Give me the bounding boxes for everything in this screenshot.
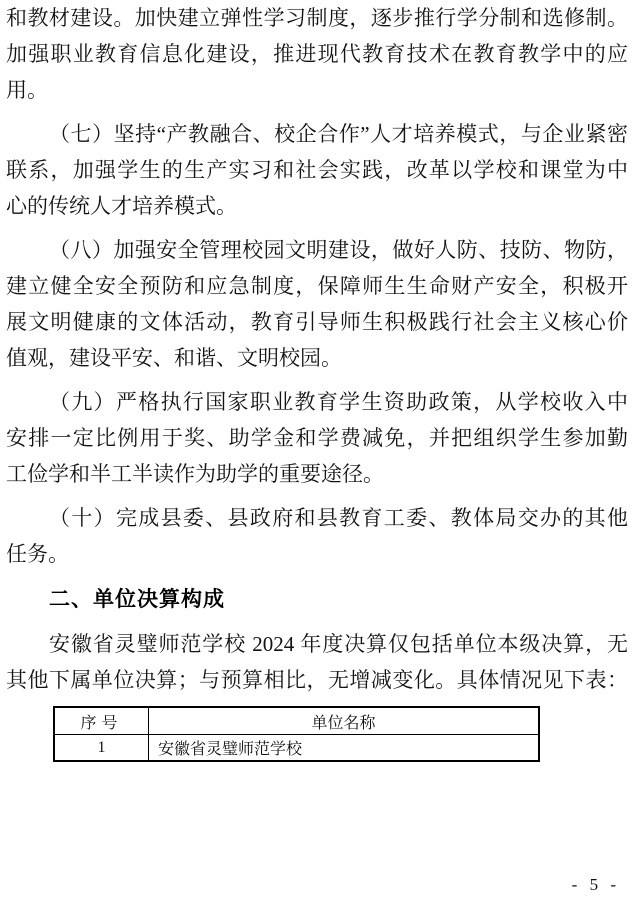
text-line-paragraph-10: （十）完成县委、县政府和县教育工委、教体局交办的其他: [49, 506, 628, 530]
text-line: 工俭学和半工半读作为助学的重要途径。: [6, 462, 384, 486]
cell-index: 1: [54, 735, 149, 762]
units-table: [53, 706, 540, 762]
table-row: [54, 735, 539, 762]
units-table-header: [54, 707, 539, 735]
text-line: 任务。: [6, 542, 69, 566]
text-line: 联系，加强学生的生产实习和社会实践，改革以学校和课堂为中: [6, 158, 628, 182]
text-line: 安排一定比例用于奖、助学金和学费减免，并把组织学生参加勤: [6, 426, 628, 450]
cell-unit-name: 安徽省灵璧师范学校: [149, 735, 540, 762]
text-line-paragraph-8: （八）加强安全管理校园文明建设，做好人防、技防、物防，: [49, 238, 628, 262]
text-line: 建立健全安全预防和应急制度，保障师生生命财产安全，积极开: [6, 274, 628, 298]
text-line: 用。: [6, 78, 48, 102]
text-line: 其他下属单位决算；与预算相比，无增减变化。具体情况见下表：: [6, 668, 628, 692]
text-line: 安徽省灵璧师范学校 2024 年度决算仅包括单位本级决算，无: [49, 632, 628, 656]
units-table-body: [54, 735, 539, 762]
text-line: 加强职业教育信息化建设，推进现代教育技术在教育教学中的应: [6, 42, 628, 66]
page-number: - 5 -: [571, 875, 620, 894]
text-line: 和教材建设。加快建立弹性学习制度，逐步推行学分制和选修制。: [6, 6, 628, 30]
text-line: 心的传统人才培养模式。: [6, 194, 237, 218]
header-cell-unit-name: 单位名称: [149, 707, 540, 735]
text-line-paragraph-9: （九）严格执行国家职业教育学生资助政策，从学校收入中: [49, 390, 628, 414]
text-line-paragraph-7: （七）坚持“产教融合、校企合作”人才培养模式，与企业紧密: [49, 122, 628, 146]
table-header-row: [54, 707, 539, 735]
text-line: 展文明健康的文体活动，教育引导师生积极践行社会主义核心价: [6, 310, 628, 334]
header-cell-index: 序号: [54, 707, 149, 735]
section-heading: 二、单位决算构成: [49, 588, 225, 611]
text-line: 值观，建设平安、和谐、文明校园。: [6, 346, 342, 370]
